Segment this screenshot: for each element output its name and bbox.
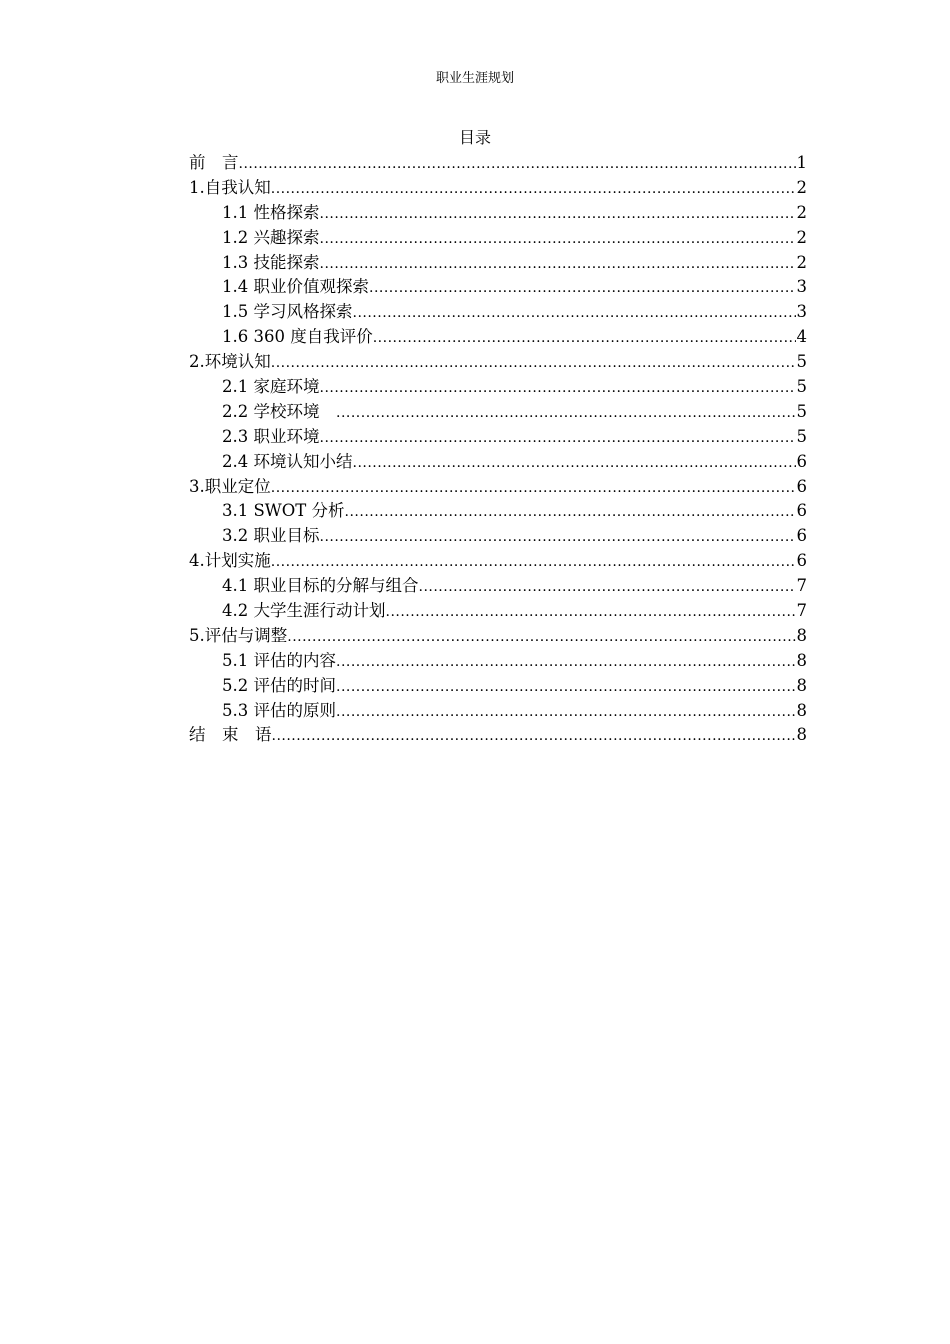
toc-entry[interactable]: [189, 574, 807, 599]
toc-dot-leader: [345, 500, 796, 525]
toc-entry-label: 2.3 职业环境: [222, 426, 320, 446]
toc-entry[interactable]: [189, 549, 807, 574]
toc-entry[interactable]: [189, 524, 807, 549]
toc-entry[interactable]: [189, 723, 807, 748]
toc-entry[interactable]: [189, 325, 807, 350]
toc-entry[interactable]: [189, 450, 807, 475]
toc-dot-leader: [336, 401, 796, 426]
toc-entry[interactable]: [189, 624, 807, 649]
toc-entry-page-number: 6: [796, 451, 807, 471]
toc-entry-page-number: 8: [796, 650, 807, 670]
toc-entry[interactable]: [189, 275, 807, 300]
toc-entry[interactable]: [189, 251, 807, 276]
toc-dot-leader: [353, 451, 796, 476]
toc-entry[interactable]: [189, 375, 807, 400]
toc-dot-leader: [320, 202, 796, 227]
toc-dot-leader: [287, 625, 795, 650]
toc-entry-label: 3.2 职业目标: [222, 526, 320, 546]
toc-entry[interactable]: [189, 425, 807, 450]
toc-entry-label: 2.2 学校环境: [222, 401, 336, 421]
toc-entry-page-number: 2: [796, 177, 807, 197]
toc-dot-leader: [271, 550, 796, 575]
toc-entry-page-number: 6: [796, 476, 807, 496]
toc-entry-page-number: 8: [796, 625, 807, 645]
toc-entry[interactable]: [189, 350, 807, 375]
toc-dot-leader: [271, 177, 796, 202]
toc-entry-label: 1.3 技能探索: [222, 252, 320, 272]
toc-entry-label: 前 言: [189, 153, 239, 172]
toc-entry-page-number: 8: [796, 700, 807, 720]
toc-entry-page-number: 2: [796, 252, 807, 272]
toc-entry-label: 5.3 评估的原则: [222, 700, 336, 720]
toc-entry-label: 1.2 兴趣探索: [222, 227, 320, 247]
toc-entry-label: 5.1 评估的内容: [222, 650, 336, 670]
toc-dot-leader: [336, 675, 796, 700]
toc-entry-page-number: 8: [796, 675, 807, 695]
toc-entry[interactable]: [189, 475, 807, 500]
toc-entry-label: 1.自我认知: [189, 177, 271, 197]
toc-dot-leader: [271, 476, 796, 501]
page-header: 职业生涯规划: [435, 71, 514, 86]
toc-entry-label: 2.环境认知: [189, 352, 271, 372]
toc-entry[interactable]: [189, 151, 807, 176]
toc-dot-leader: [373, 326, 796, 351]
toc-entry-page-number: 6: [796, 526, 807, 546]
toc-entry[interactable]: [189, 649, 807, 674]
toc-entry[interactable]: [189, 699, 807, 724]
toc-entry[interactable]: [189, 599, 807, 624]
toc-entry[interactable]: [189, 300, 807, 325]
toc-dot-leader: [320, 227, 796, 252]
toc-entry-page-number: 2: [796, 202, 807, 222]
toc-dot-leader: [386, 600, 796, 625]
table-of-contents: [189, 151, 807, 748]
toc-entry-label: 4.2 大学生涯行动计划: [222, 601, 386, 621]
toc-entry[interactable]: [189, 176, 807, 201]
toc-entry-label: 1.4 职业价值观探索: [222, 277, 369, 297]
toc-entry-page-number: 4: [796, 327, 807, 347]
toc-entry[interactable]: [189, 201, 807, 226]
toc-entry-page-number: 5: [796, 401, 807, 421]
toc-entry-page-number: 5: [796, 352, 807, 372]
toc-entry-page-number: 3: [796, 302, 807, 322]
toc-dot-leader: [239, 152, 796, 177]
toc-entry-label: 3.职业定位: [189, 476, 271, 496]
toc-entry-label: 3.1 SWOT 分析: [222, 501, 345, 521]
toc-entry-label: 2.1 家庭环境: [222, 377, 320, 397]
toc-dot-leader: [419, 575, 796, 600]
toc-entry-page-number: 3: [796, 277, 807, 297]
toc-dot-leader: [320, 252, 796, 277]
toc-entry[interactable]: [189, 226, 807, 251]
toc-entry-page-number: 1: [796, 153, 807, 172]
toc-entry-label: 4.1 职业目标的分解与组合: [222, 576, 419, 596]
toc-entry[interactable]: [189, 674, 807, 699]
toc-entry-page-number: 2: [796, 227, 807, 247]
toc-entry[interactable]: [189, 400, 807, 425]
toc-entry-page-number: 6: [796, 501, 807, 521]
toc-entry-page-number: 8: [796, 725, 807, 745]
toc-dot-leader: [320, 376, 796, 401]
toc-dot-leader: [353, 301, 796, 326]
toc-entry-label: 1.6 360 度自我评价: [222, 327, 373, 347]
toc-entry-label: 5.评估与调整: [189, 625, 288, 645]
toc-entry-label: 4.计划实施: [189, 551, 271, 571]
toc-entry-page-number: 6: [796, 551, 807, 571]
toc-dot-leader: [336, 700, 796, 725]
toc-dot-leader: [320, 426, 796, 451]
toc-entry-label: 5.2 评估的时间: [222, 675, 336, 695]
toc-entry-page-number: 7: [796, 601, 807, 621]
toc-entry[interactable]: [189, 499, 807, 524]
toc-entry-label: 1.1 性格探索: [222, 202, 320, 222]
toc-entry-label: 1.5 学习风格探索: [222, 302, 353, 322]
toc-dot-leader: [272, 724, 796, 749]
toc-entry-label: 2.4 环境认知小结: [222, 451, 353, 471]
toc-dot-leader: [369, 276, 796, 301]
toc-entry-page-number: 5: [796, 426, 807, 446]
toc-dot-leader: [271, 351, 796, 376]
toc-entry-page-number: 7: [796, 576, 807, 596]
toc-entry-page-number: 5: [796, 377, 807, 397]
toc-entry-label: 结 束 语: [189, 725, 272, 745]
toc-title: 目录: [458, 128, 491, 147]
toc-dot-leader: [336, 650, 796, 675]
toc-dot-leader: [320, 525, 796, 550]
